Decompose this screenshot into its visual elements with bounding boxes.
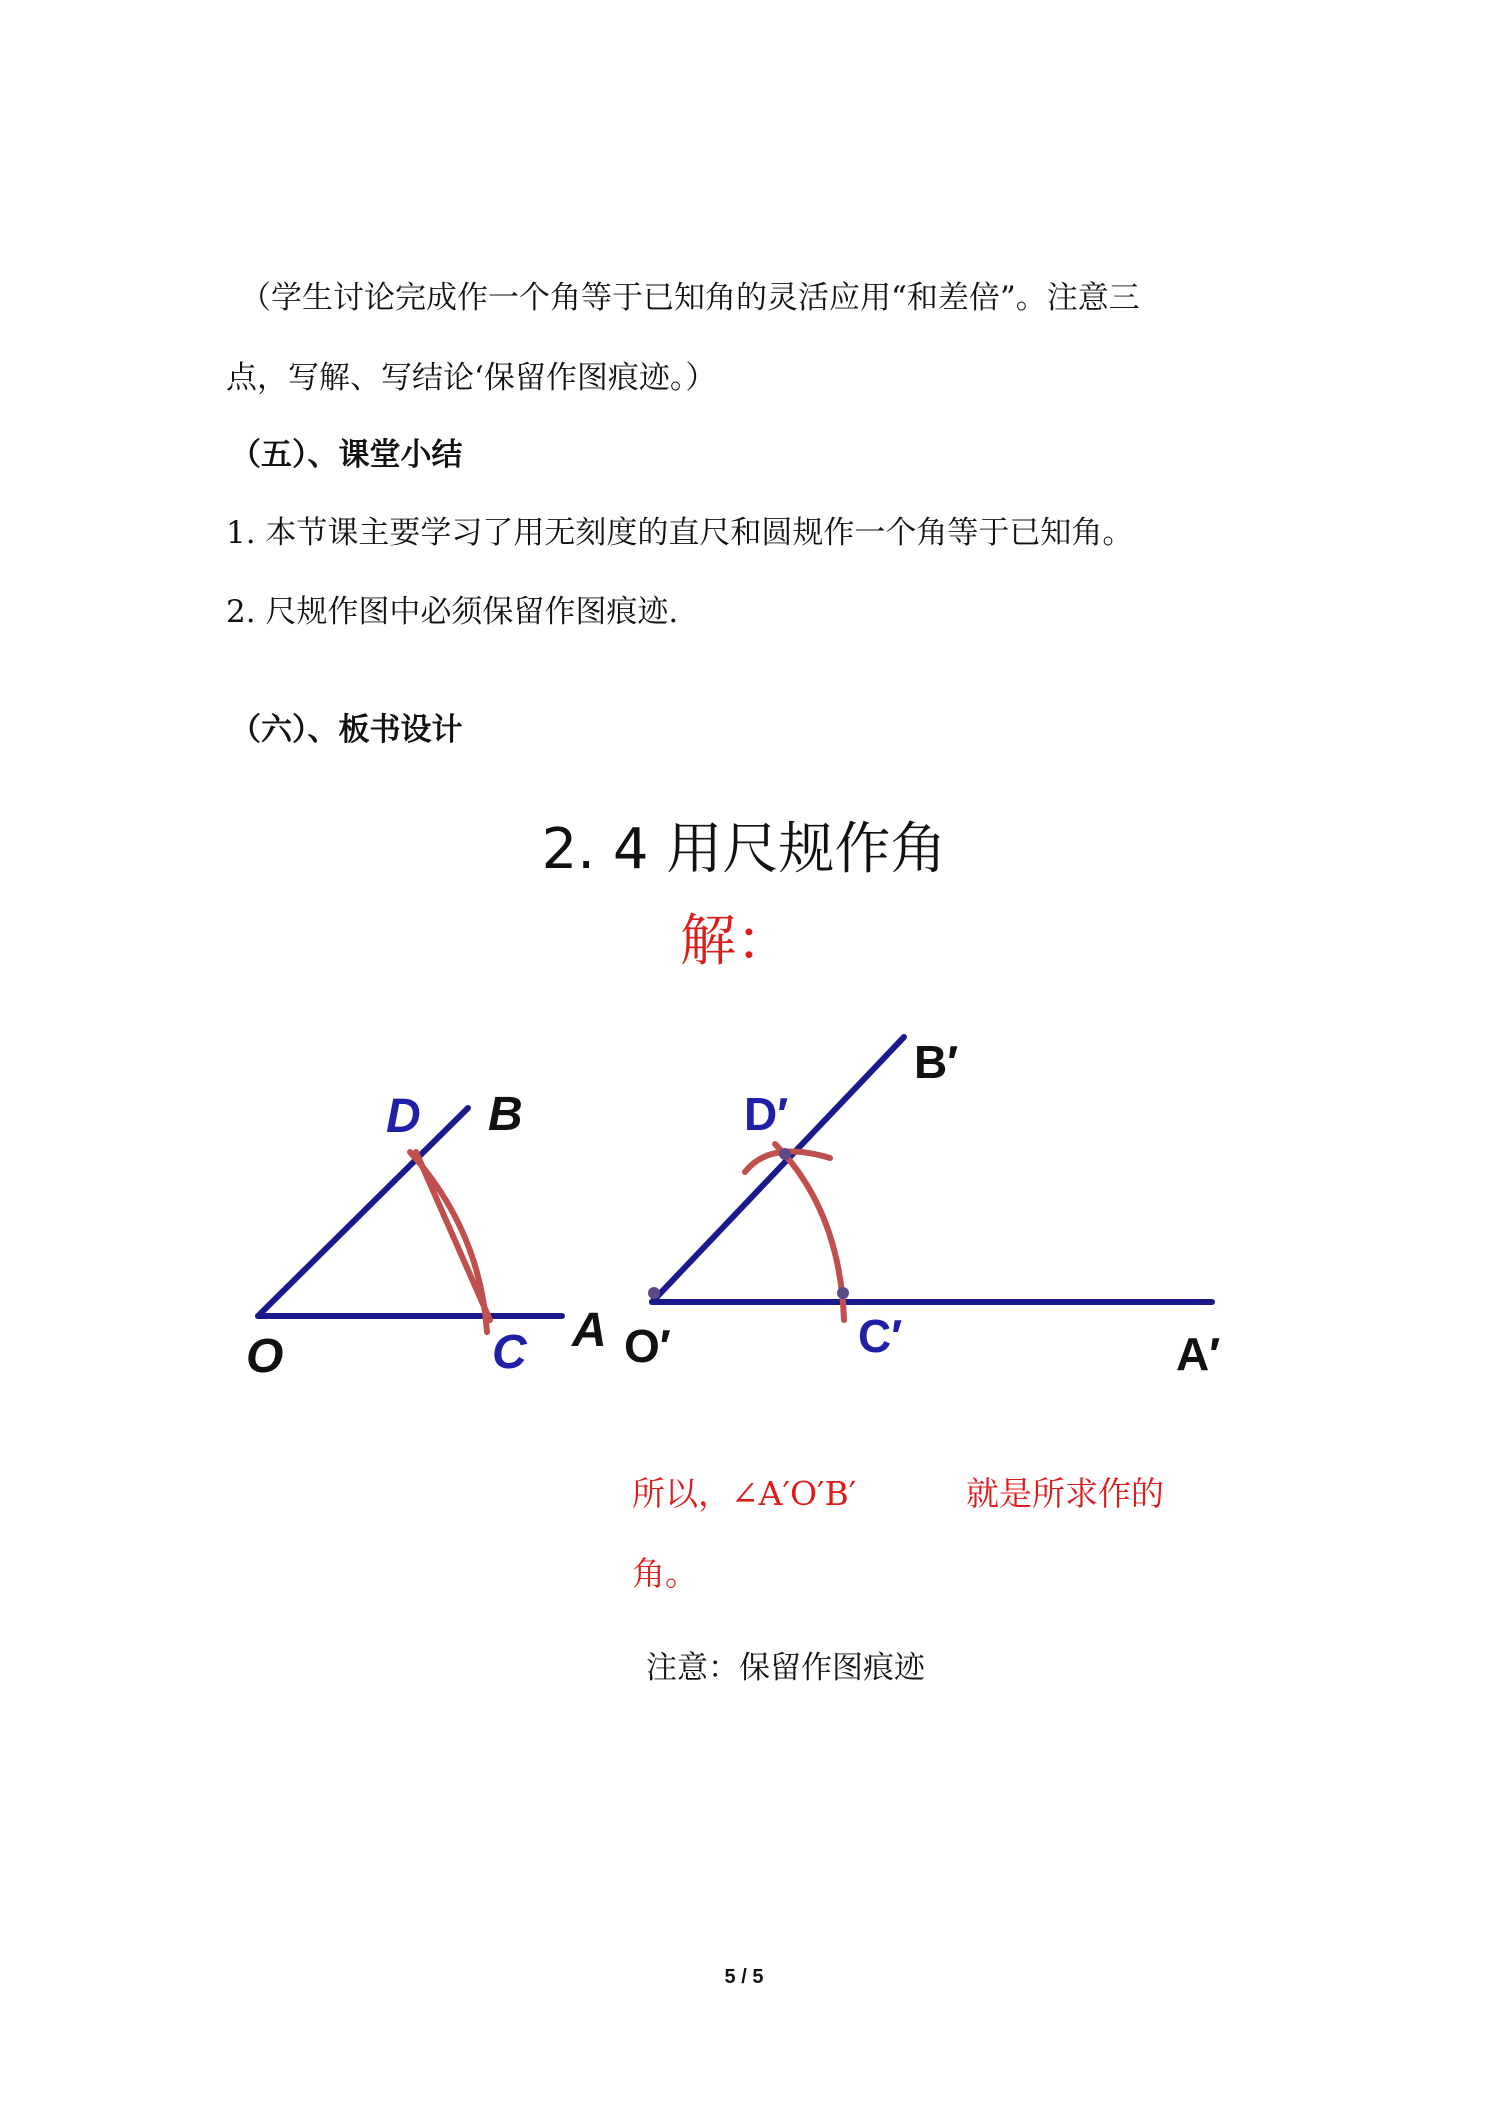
label-B: B <box>488 1088 523 1141</box>
section-5-heading: （五）、课堂小结 <box>230 437 463 473</box>
point-D' <box>779 1148 791 1160</box>
label-O-prime: O′ <box>624 1320 671 1372</box>
construction-diagram <box>0 1000 1488 1420</box>
label-O: O <box>246 1330 284 1383</box>
solution-label: 解： <box>680 909 792 974</box>
page-number: 5 / 5 <box>724 1966 764 1988</box>
summary-item-1: 1. 本节课主要学习了用无刻度的直尺和圆规作一个角等于已知角。 <box>226 515 1134 551</box>
ray-OB <box>258 1108 468 1316</box>
label-B-prime: B′ <box>914 1036 959 1088</box>
right-angle-figure <box>624 1036 1220 1380</box>
point-O' <box>648 1287 660 1299</box>
board-title: 2. 4 用尺规作角 <box>541 817 947 882</box>
arc-C'D' <box>775 1144 844 1320</box>
label-D-prime: D′ <box>744 1088 789 1140</box>
arc-CD-outer <box>410 1152 487 1332</box>
conclusion-part-2: 就是所求作的 <box>966 1474 1164 1513</box>
conclusion-line-2: 角。 <box>632 1554 698 1593</box>
point-C' <box>837 1287 849 1299</box>
section-6-heading: （六）、板书设计 <box>230 712 463 748</box>
left-angle-figure <box>246 1088 607 1383</box>
label-D: D <box>386 1090 421 1143</box>
paragraph-line-2: 点，写解、写结论‘保留作图痕迹。） <box>226 360 717 396</box>
label-C: C <box>492 1326 527 1379</box>
note: 注意：保留作图痕迹 <box>646 1650 925 1686</box>
label-A: A <box>572 1304 607 1357</box>
summary-item-2: 2. 尺规作图中必须保留作图痕迹. <box>226 594 679 630</box>
label-C-prime: C′ <box>858 1310 903 1362</box>
segment-CD-chord <box>416 1152 490 1320</box>
paragraph-line-1: （学生讨论完成作一个角等于已知角的灵活应用“和差倍”。注意三 <box>240 280 1140 316</box>
conclusion-part-1: 所以，∠A′O′B′ <box>632 1474 857 1513</box>
label-A-prime: A′ <box>1176 1328 1221 1380</box>
ray-O'B' <box>652 1037 904 1302</box>
